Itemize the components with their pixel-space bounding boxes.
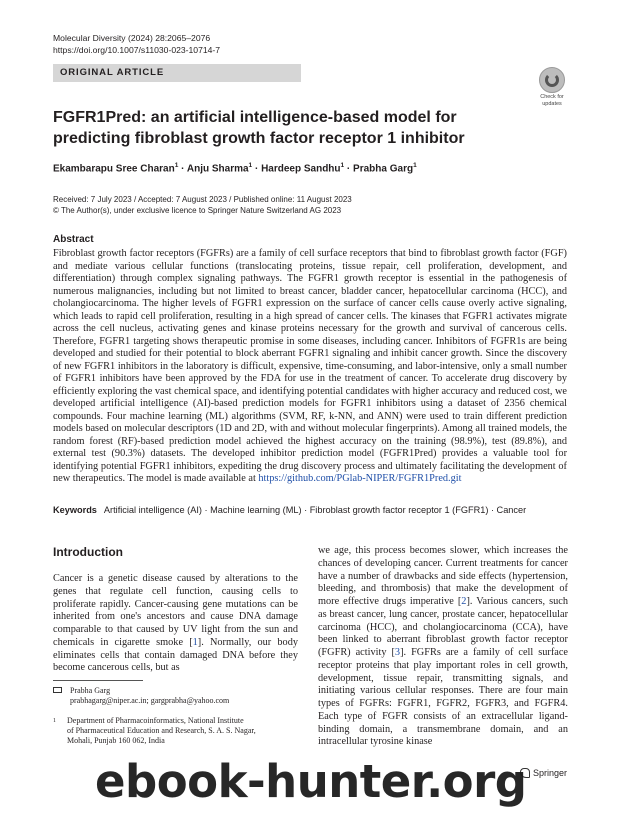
author-separator: · (178, 163, 187, 175)
affiliation-line: Mohali, Punjab 160 062, India (67, 736, 165, 745)
introduction-right-column (318, 545, 568, 749)
copyright-line: © The Author(s), under exclusive licence to Springer Nature Switzerland AG 2023 (53, 206, 342, 215)
check-for-updates-label-2: updates (542, 101, 562, 107)
abstract-text: Fibroblast growth factor receptors (FGFRs) are a family of cell surface receptors that bind to fibroblast growth factor (FGF) and mediate various cellular functions (translocating proteins, tissue repair, cell proliferation, development, and differentiation) through complex signaling pathways. The FGFR1 growth receptor is essential in the pathogenesis of numerous malignancies, including but not limited to breast cancer, bladder cancer, hepatocellular carcinoma (HCC), and cholangiocarcinoma. The higher levels of FGFR1 expression on the surface of cancer cells cause overly active signaling, which leads to rapid cell proliferation, resulting in a high spread of cancer cells. The kinases that FGFR1 activates migrate across the cell nucleus, activating genes and kinase proteins necessary for the growth and survival of cancerous cells. Therefore, FGFR1 targeting shows therapeutic promise in some diseases, including cancer. Inhibitors of FGFR1s are being developed and studied for their potential to block aberrant FGFR1 signaling and inhibit cancer growth. Since the discovery of new FGFR1 inhibitors in the laboratory is difficult, expensive, time-consuming, and labor-intensive, only a small number of FGFR1 inhibitors have been approved by the FDA for use in the treatment of cancer. To accelerate drug discovery by efficiently exploring the vast chemical space, and identifying potential candidates with higher accuracy and reduced cost, we developed artificial intelligence (AI)-based prediction models for FGFR1 inhibitors using a dataset of 2356 chemical compounds. Four machine learning (ML) algorithms (SVM, RF, k-NN, and ANN) were used to train different prediction models based on molecular descriptors (1D and 2D, with and without molecular fingerprints). Among all trained models, the random forest (RF)-based prediction model achieved the highest accuracy on the training (98.9%), test (89.8%), and external test (90.3%) datasets. The developed inhibitor prediction model (FGFR1Pred) provides a valuable tool for identifying potential FGFR1 inhibitors, expediting the drug discovery process and ultimately facilitating the development of new therapeutics. The model is made available at (53, 248, 567, 484)
paragraph-text: Cancer is a genetic disease caused by alterations to the genes that regulate cell function, causing cells to proliferate rapidly. Cancer-causing gene mutations can be inherited from one's ancestors and cause DNA damage comparable to that caused by UV light from the sun and chemicals in cigarette smoke [ (53, 573, 298, 648)
author-separator: · (344, 163, 354, 175)
abstract-body (53, 248, 567, 486)
journal-citation: Molecular Diversity (2024) 28:2065–2076 (53, 33, 211, 43)
journal-header (53, 33, 220, 56)
author-affiliation-mark: 1 (340, 162, 345, 169)
keywords-line (53, 505, 573, 515)
introduction-heading: Introduction (53, 545, 123, 559)
publisher-logo (520, 768, 567, 778)
publisher-name: Springer (533, 768, 568, 778)
author-name[interactable]: Hardeep Sandhu (261, 163, 341, 175)
reference-link[interactable]: 1 (192, 636, 198, 648)
reference-link[interactable]: 2 (461, 596, 467, 607)
article-title: FGFR1Pred: an artificial intelligence-based model for predicting fibroblast growth factor receptor 1 inhibitor (53, 109, 465, 147)
history-line: Received: 7 July 2023 / Accepted: 7 August 2023 / Published online: 11 August 2023 (53, 195, 352, 204)
footnote-divider (53, 680, 143, 681)
affiliation-line: of Pharmaceutical Education and Research, S. A. S. Nagar, (67, 726, 256, 735)
corresponding-name: Prabha Garg (70, 686, 111, 695)
author-affiliation-mark: 1 (413, 162, 417, 169)
author-name[interactable]: Prabha Garg (353, 163, 414, 175)
paragraph-text: ]. Various cancers, such as breast cancer, lung cancer, prostate cancer, hepatocellular carcinoma (HCC), and cholangiocarcinoma (CCA), have been linked to aberrant fibroblast growth factor receptor (FGFR) activity [ (318, 596, 568, 658)
publication-dates (53, 194, 352, 216)
paragraph-text: ]. FGFRs are a family of cell surface receptor proteins that play important roles in cell growth, development, tissue repair, transmitting signals, and initiating various cellular responses. There are four main types of FGFRs: FGFR1, FGFR2, FGFR3, and FGFR4. Each type of FGFR consists of an extracellular ligand-binding domain, a transmembrane domain, and an intracellular tyrosine kinase (318, 647, 568, 748)
watermark: ebook-hunter.org (95, 755, 527, 808)
paragraph-text: ]. Normally, our body eliminates cells that contain damaged DNA before they become cancerous cells, but as (53, 636, 298, 674)
introduction-left-column (53, 573, 298, 675)
github-link[interactable]: https://github.com/PGlab-NIPER/FGFR1Pred.git (258, 473, 462, 484)
check-for-updates-label-1: Check for (540, 94, 564, 100)
author-name[interactable]: Anju Sharma (186, 163, 249, 175)
author-affiliation-mark: 1 (248, 162, 253, 169)
abstract-heading: Abstract (53, 234, 94, 245)
keywords-label: Keywords (53, 505, 97, 515)
check-for-updates-button[interactable] (537, 67, 567, 107)
reference-link[interactable]: 3 (394, 647, 401, 658)
paragraph-text: we age, this process becomes slower, which increases the chances of developing cancer. Current treatments for cancer have a number of drawbacks and side effects (hypertension, bleeding, and thrombosis) that make the development of more effective drugs imperative [ (318, 545, 568, 607)
corresponding-emails[interactable]: prabhagarg@niper.ac.in; gargprabha@yahoo.com (70, 696, 230, 705)
author-list (53, 162, 417, 174)
affiliation-line: Department of Pharmacoinformatics, National Institute (67, 716, 244, 725)
article-type-banner: ORIGINAL ARTICLE (53, 64, 301, 82)
author-separator: · (252, 163, 262, 175)
doi-link[interactable]: https://doi.org/10.1007/s11030-023-10714-7 (53, 44, 221, 55)
affiliation-footnote (53, 716, 298, 746)
envelope-icon (53, 687, 62, 693)
corresponding-author (53, 686, 298, 706)
affiliation-mark: 1 (53, 718, 56, 724)
author-name[interactable]: Ekambarapu Sree Charan (53, 163, 175, 175)
author-affiliation-mark: 1 (174, 162, 179, 169)
keywords-text: Artificial intelligence (AI) · Machine learning (ML) · Fibroblast growth factor receptor 1 (FGFR1) · Cancer (103, 505, 527, 515)
check-for-updates-icon (539, 67, 565, 93)
